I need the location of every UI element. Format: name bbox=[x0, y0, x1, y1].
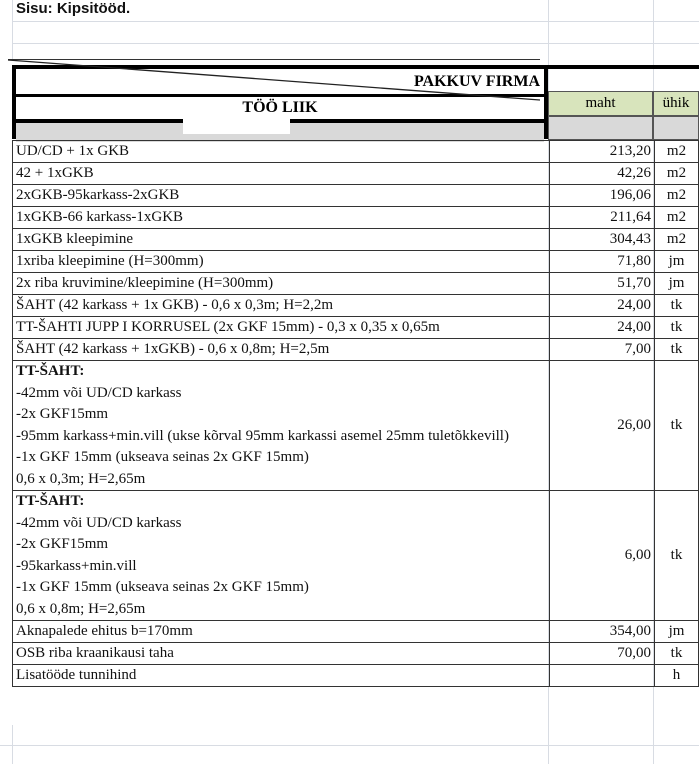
table-row bbox=[13, 229, 699, 251]
qty-cell[interactable]: 354,00 bbox=[550, 621, 655, 643]
table-row bbox=[13, 207, 699, 229]
qty-cell[interactable]: 304,43 bbox=[550, 229, 655, 251]
unit-cell[interactable]: m2 bbox=[655, 229, 699, 251]
work-description: ŠAHT (42 karkass + 1xGKB) - 0,6 x 0,8m; H=2,5m bbox=[16, 341, 330, 357]
work-cell[interactable] bbox=[13, 185, 550, 207]
unit-cell[interactable]: tk bbox=[655, 317, 699, 339]
work-cell[interactable] bbox=[13, 141, 550, 163]
work-description: OSB riba kraanikausi taha bbox=[16, 645, 174, 661]
company-value-cell bbox=[548, 65, 699, 92]
redacted-area bbox=[183, 118, 290, 134]
work-cell[interactable] bbox=[13, 295, 550, 317]
table-row bbox=[13, 491, 699, 621]
work-cell[interactable] bbox=[13, 273, 550, 295]
work-description: Aknapalede ehitus b=170mm bbox=[16, 623, 193, 639]
work-description: Lisatööde tunnihind bbox=[16, 667, 137, 683]
work-description: 1xriba kleepimine (H=300mm) bbox=[16, 253, 204, 269]
work-description: 42 + 1xGKB bbox=[16, 165, 94, 181]
work-cell[interactable] bbox=[13, 251, 550, 273]
table-row bbox=[13, 361, 699, 491]
work-cell[interactable] bbox=[13, 229, 550, 251]
work-description: -2x GKF15mm bbox=[16, 536, 109, 552]
diagonal-line bbox=[0, 55, 545, 105]
work-description: -2x GKF15mm bbox=[16, 406, 109, 422]
work-description: 1xGKB kleepimine bbox=[16, 231, 134, 247]
table-row bbox=[13, 251, 699, 273]
table-row bbox=[13, 295, 699, 317]
qty-cell[interactable]: 26,00 bbox=[550, 361, 655, 491]
work-heading: TT-ŠAHT: bbox=[16, 493, 85, 509]
gridline bbox=[0, 745, 699, 746]
section-unit-cell bbox=[653, 116, 699, 140]
work-description: -1x GKF 15mm (ukseava seinas 2x GKF 15mm) bbox=[16, 579, 309, 595]
table-row bbox=[13, 141, 699, 163]
qty-cell[interactable]: 211,64 bbox=[550, 207, 655, 229]
unit-cell[interactable]: jm bbox=[655, 273, 699, 295]
sheet-title: Sisu: Kipsitööd. bbox=[16, 0, 131, 17]
work-description: ŠAHT (42 karkass + 1x GKB) - 0,6 x 0,3m; H=2,2m bbox=[16, 297, 334, 313]
work-description: 0,6 x 0,3m; H=2,65m bbox=[16, 470, 146, 487]
gridline bbox=[12, 21, 699, 22]
qty-header: maht bbox=[548, 91, 653, 116]
work-description: -95karkass+min.vill bbox=[16, 557, 137, 574]
work-description: -42mm või UD/CD karkass bbox=[16, 514, 182, 531]
work-cell[interactable] bbox=[13, 361, 550, 491]
qty-cell[interactable]: 71,80 bbox=[550, 251, 655, 273]
table-row bbox=[13, 339, 699, 361]
unit-header: ühik bbox=[653, 91, 699, 116]
work-description: UD/CD + 1x GKB bbox=[16, 143, 130, 159]
qty-cell[interactable]: 51,70 bbox=[550, 273, 655, 295]
qty-cell[interactable]: 24,00 bbox=[550, 295, 655, 317]
unit-cell[interactable]: jm bbox=[655, 251, 699, 273]
unit-cell[interactable]: h bbox=[655, 665, 699, 687]
table-row bbox=[13, 665, 699, 687]
table-row bbox=[13, 621, 699, 643]
qty-cell[interactable]: 196,06 bbox=[550, 185, 655, 207]
work-cell[interactable] bbox=[13, 643, 550, 665]
gridline bbox=[12, 0, 13, 60]
table-row bbox=[13, 317, 699, 339]
work-description: 2xGKB-95karkass-2xGKB bbox=[16, 187, 180, 203]
qty-cell[interactable]: 213,20 bbox=[550, 141, 655, 163]
gridline bbox=[12, 725, 13, 764]
work-cell[interactable] bbox=[13, 163, 550, 185]
work-description: 0,6 x 0,8m; H=2,65m bbox=[16, 600, 146, 617]
unit-cell[interactable]: tk bbox=[655, 295, 699, 317]
table-row bbox=[13, 643, 699, 665]
unit-cell[interactable]: tk bbox=[655, 361, 699, 491]
qty-cell[interactable]: 42,26 bbox=[550, 163, 655, 185]
unit-cell[interactable]: m2 bbox=[655, 163, 699, 185]
work-cell[interactable] bbox=[13, 339, 550, 361]
qty-cell[interactable]: 70,00 bbox=[550, 643, 655, 665]
work-description: -95mm karkass+min.vill (ukse kõrval 95mm karkassi asemel 25mm tuletõkkevill) bbox=[16, 427, 509, 444]
work-description: -1x GKF 15mm (ukseava seinas 2x GKF 15mm) bbox=[16, 449, 309, 465]
work-description: -42mm või UD/CD karkass bbox=[16, 384, 182, 401]
work-cell[interactable] bbox=[13, 665, 550, 687]
unit-cell[interactable]: m2 bbox=[655, 185, 699, 207]
work-heading: TT-ŠAHT: bbox=[16, 363, 85, 379]
work-cell[interactable] bbox=[13, 317, 550, 339]
unit-cell[interactable]: m2 bbox=[655, 141, 699, 163]
work-cell[interactable] bbox=[13, 207, 550, 229]
qty-cell[interactable]: 7,00 bbox=[550, 339, 655, 361]
work-description: TT-ŠAHTI JUPP I KORRUSEL (2x GKF 15mm) - 0,3 x 0,35 x 0,65m bbox=[16, 319, 440, 335]
unit-cell[interactable]: tk bbox=[655, 643, 699, 665]
table-row bbox=[13, 273, 699, 295]
unit-cell[interactable]: tk bbox=[655, 491, 699, 621]
table-row bbox=[13, 163, 699, 185]
qty-cell[interactable]: 6,00 bbox=[550, 491, 655, 621]
work-cell[interactable] bbox=[13, 491, 550, 621]
work-cell[interactable] bbox=[13, 621, 550, 643]
qty-cell[interactable] bbox=[550, 665, 655, 687]
company-header: PAKKUV FIRMA bbox=[16, 69, 544, 97]
work-description: 1xGKB-66 karkass-1xGKB bbox=[16, 209, 184, 225]
work-table bbox=[12, 140, 699, 687]
gridline bbox=[12, 43, 699, 44]
table-row bbox=[13, 185, 699, 207]
section-qty-cell bbox=[548, 116, 653, 140]
work-description: 2x riba kruvimine/kleepimine (H=300mm) bbox=[16, 275, 274, 291]
unit-cell[interactable]: tk bbox=[655, 339, 699, 361]
work-type-header: TÖÖ LIIK bbox=[16, 97, 544, 123]
unit-cell[interactable]: jm bbox=[655, 621, 699, 643]
qty-cell[interactable]: 24,00 bbox=[550, 317, 655, 339]
unit-cell[interactable]: m2 bbox=[655, 207, 699, 229]
